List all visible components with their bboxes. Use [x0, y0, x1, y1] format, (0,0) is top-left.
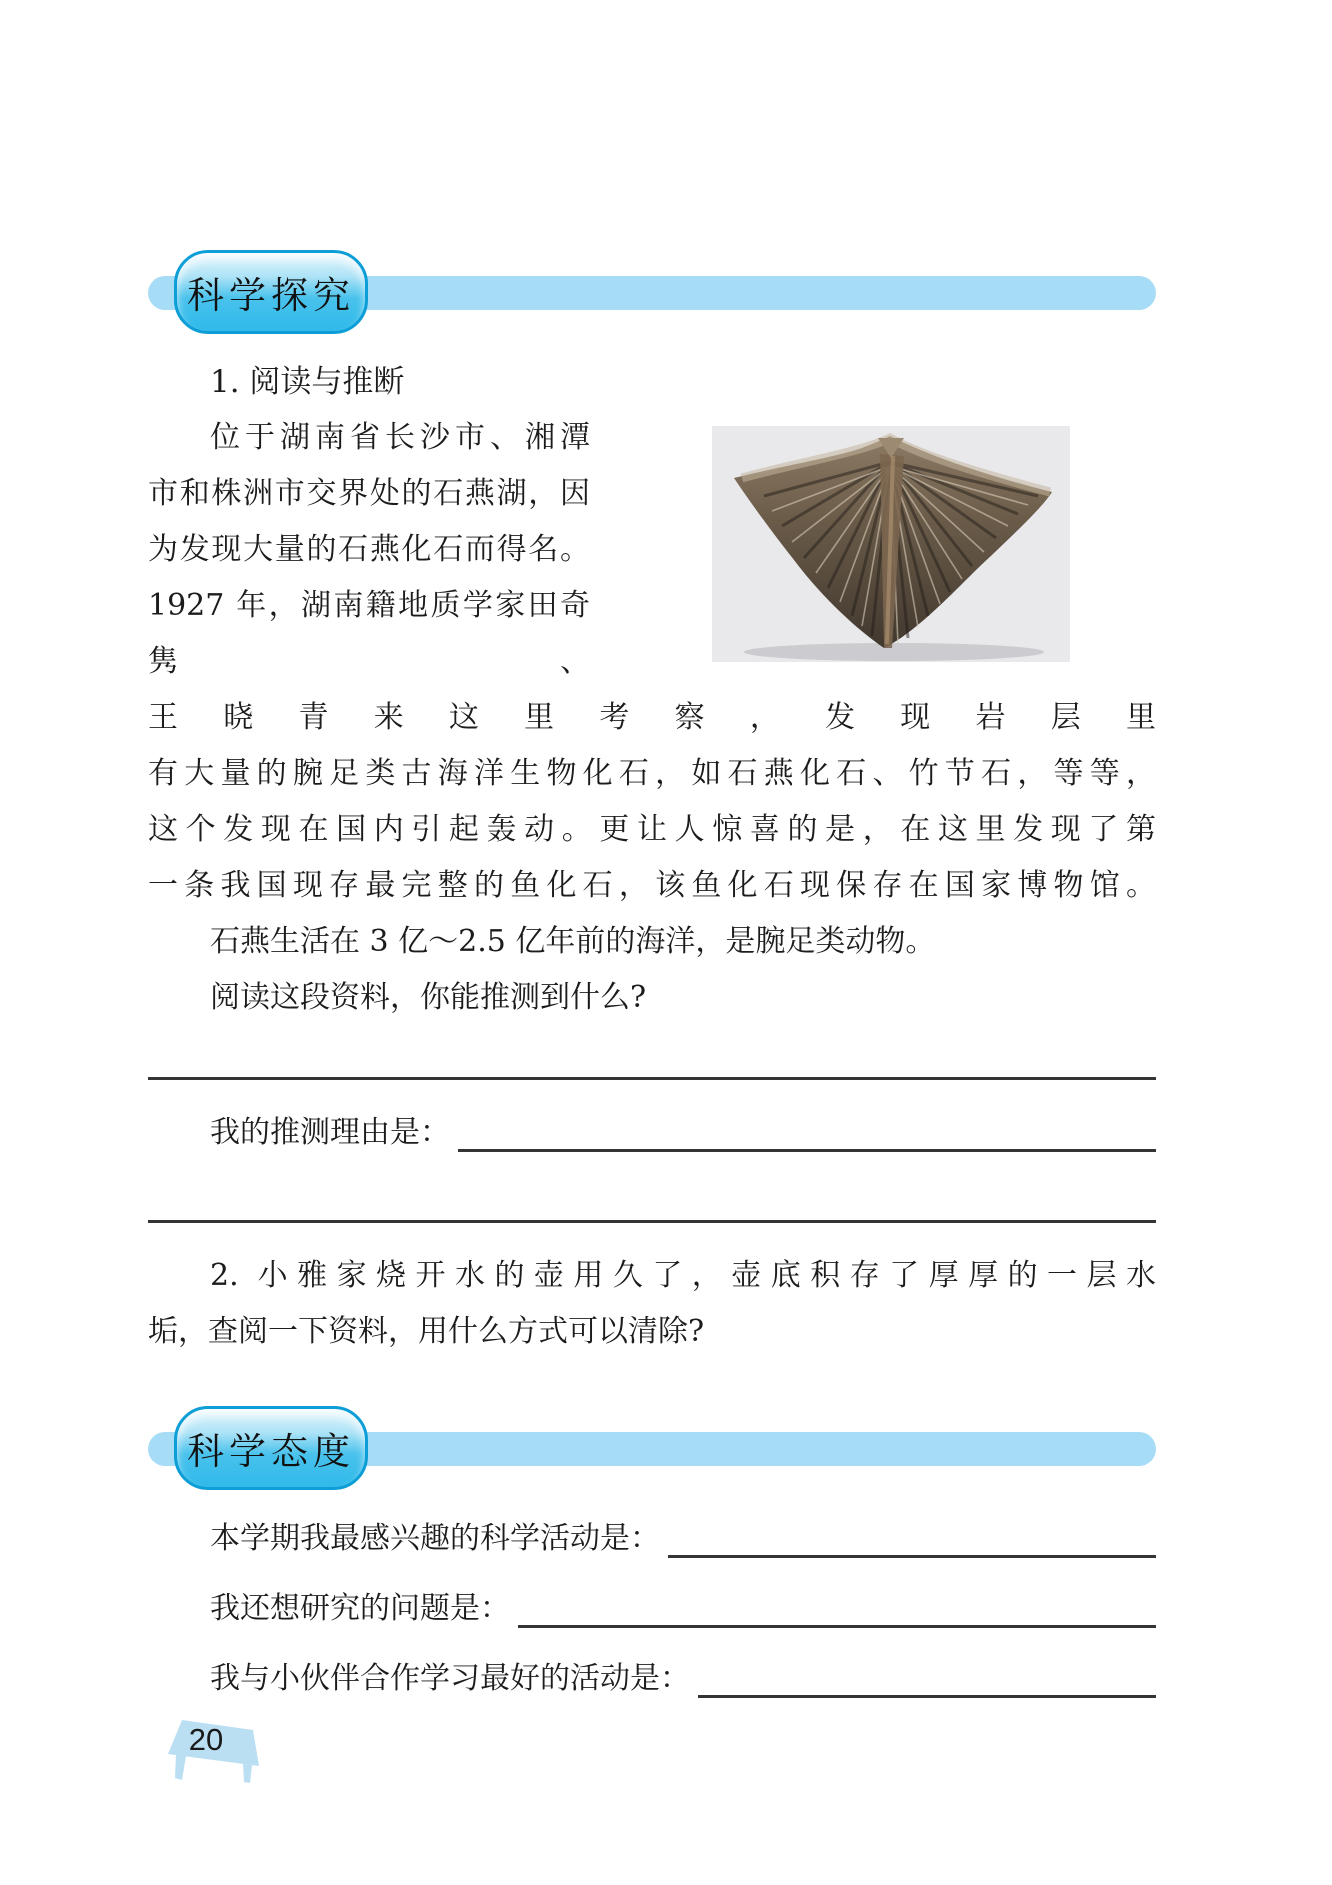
page-content	[148, 0, 1156, 1721]
paragraph-line: 为发现大量的石燕化石而得名。	[148, 532, 590, 567]
attitude-row	[210, 1511, 1156, 1567]
section-heading: 1. 阅读与推断	[210, 364, 405, 400]
banner-science-inquiry	[148, 250, 1156, 335]
answer-fill-line	[698, 1695, 1156, 1698]
fossil-photo	[712, 426, 1070, 662]
paragraph-line: 这个发现在国内引起轰动。更让人惊喜的是，在这里发现了第	[148, 812, 1156, 847]
answer-blank-line	[148, 1077, 1156, 1080]
paragraph-line: 市和株洲市交界处的石燕湖，因	[148, 476, 590, 511]
paragraph-line: 有大量的腕足类古海洋生物化石，如石燕化石、竹节石，等等，	[148, 756, 1156, 791]
attitude-section	[148, 1511, 1156, 1707]
answer-fill-line	[518, 1625, 1156, 1628]
paragraph-line: 一条我国现存最完整的鱼化石，该鱼化石现保存在国家博物馆。	[148, 868, 1156, 903]
page-number: 20	[188, 1722, 224, 1757]
banner-pill	[174, 250, 368, 334]
banner-label: 科学探究	[187, 274, 355, 317]
reading-paragraph	[148, 410, 1156, 1026]
reason-row	[148, 1105, 1156, 1161]
attitude-row	[210, 1651, 1156, 1707]
page-number-tab	[160, 1714, 265, 1786]
banner-label: 科学态度	[187, 1430, 355, 1473]
attitude-label: 本学期我最感兴趣的科学活动是：	[210, 1521, 660, 1556]
fossil-photo-frame	[590, 410, 1156, 687]
question2-line: 2. 小雅家烧开水的壶用久了，壶底积存了厚厚的一层水	[210, 1258, 1156, 1293]
reason-label: 我的推测理由是：	[210, 1115, 450, 1150]
paragraph-line: 位于湖南省长沙市、湘潭	[210, 420, 590, 455]
paragraph-line: 1927 年，湖南籍地质学家田奇隽、	[148, 588, 590, 679]
answer-fill-line	[668, 1555, 1156, 1558]
attitude-row	[210, 1581, 1156, 1637]
question-line: 阅读这段资料，你能推测到什么?	[210, 980, 647, 1015]
question2-line: 垢，查阅一下资料，用什么方式可以清除?	[148, 1314, 705, 1349]
answer-fill-line	[458, 1149, 1156, 1152]
banner-science-attitude	[148, 1406, 1156, 1491]
attitude-label: 我与小伙伴合作学习最好的活动是：	[210, 1661, 690, 1696]
note-line: 石燕生活在 3 亿～2.5 亿年前的海洋，是腕足类动物。	[210, 924, 936, 959]
question2-paragraph	[148, 1248, 1156, 1360]
attitude-label: 我还想研究的问题是：	[210, 1591, 510, 1626]
answer-blank-line	[148, 1220, 1156, 1223]
banner-pill	[174, 1406, 368, 1490]
paragraph-line: 王晓青来这里考察，发现岩层里	[148, 700, 1156, 735]
